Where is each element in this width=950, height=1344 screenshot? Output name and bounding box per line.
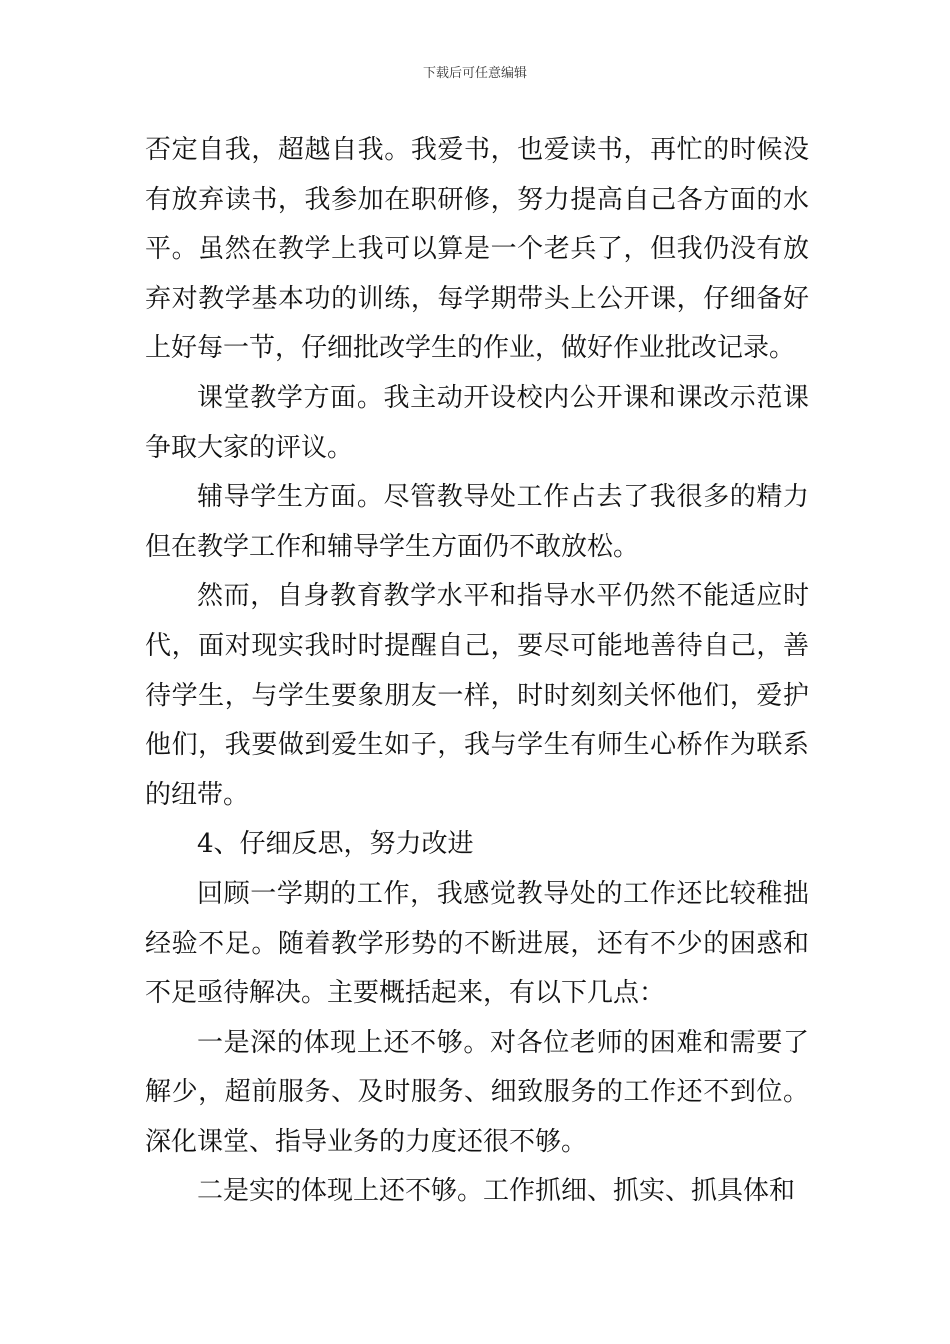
paragraph-6: 一是深的体现上还不够。对各位老师的困难和需要了解少，超前服务、及时服务、细致服务的工作还不到位。深化课堂、指导业务的力度还很不够。	[145, 1027, 809, 1157]
paragraph-3: 辅导学生方面。尽管教导处工作占去了我很多的精力但在教学工作和辅导学生方面仍不敢放松。	[145, 482, 809, 562]
paragraph-4: 然而，自身教育教学水平和指导水平仍然不能适应时代，面对现实我时时提醒自己，要尽可能地善待自己，善待学生，与学生要象朋友一样，时时刻刻关怀他们，爱护他们，我要做到爱生如子，我与学生有师生心桥作为联系的纽带。	[145, 581, 809, 810]
paragraph-1: 否定自我，超越自我。我爱书，也爱读书，再忙的时候没有放弃读书，我参加在职研修，努力提高自己各方面的水平。虽然在教学上我可以算是一个老兵了，但我仍没有放弃对教学基本功的训练，每学期带头上公开课，仔细备好上好每一节，仔细批改学生的作业，做好作业批改记录。	[145, 135, 809, 364]
section-heading: 4、仔细反思，努力改进	[197, 829, 474, 860]
paragraph-2: 课堂教学方面。我主动开设校内公开课和课改示范课争取大家的评议。	[145, 382, 809, 463]
paragraph-7: 二是实的体现上还不够。工作抓细、抓实、抓具体和	[197, 1176, 796, 1207]
paragraph-5: 回顾一学期的工作，我感觉教导处的工作还比较稚拙经验不足。随着教学形势的不断进展，还有不少的困惑和不足亟待解决。主要概括起来，有以下几点：	[145, 878, 809, 1009]
page-header-note: 下载后可任意编辑	[422, 66, 527, 81]
document-body	[145, 126, 809, 1217]
